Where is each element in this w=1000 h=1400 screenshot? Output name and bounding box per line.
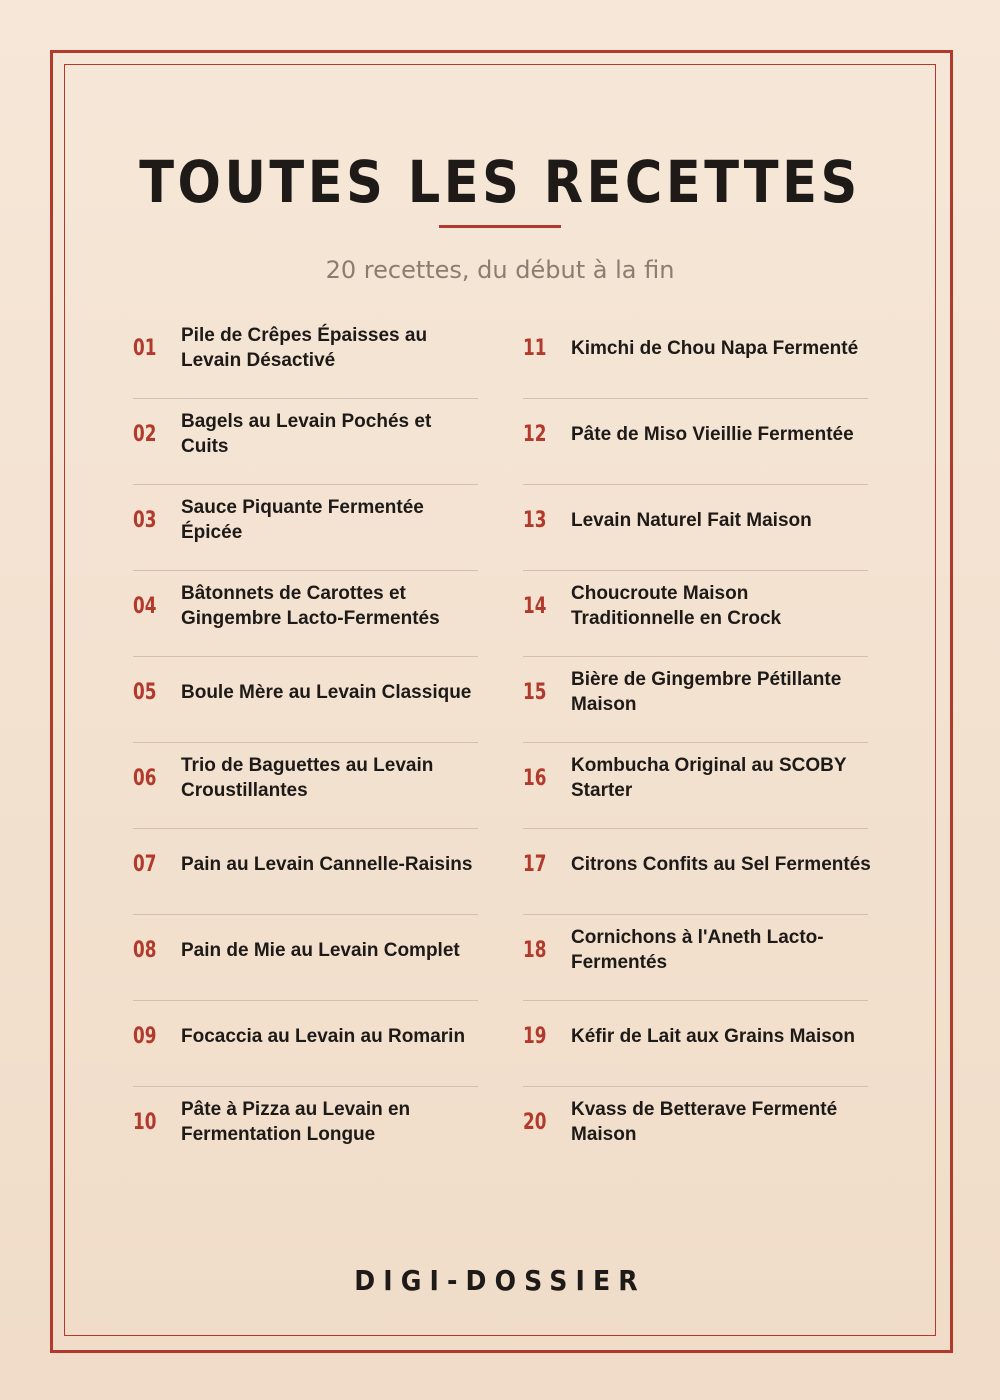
recipe-name: Kimchi de Chou Napa Fermenté — [571, 337, 859, 359]
recipe-name: Bâtonnets de Carottes et Gingembre Lacto-Fermentés — [181, 583, 440, 629]
recipe-name: Choucroute Maison Traditionnelle en Crock — [571, 583, 782, 629]
recipe-item — [523, 656, 868, 742]
recipe-item — [133, 1086, 478, 1172]
recipe-item — [523, 312, 868, 398]
recipe-name: Levain Naturel Fait Maison — [571, 509, 812, 531]
recipe-item — [133, 742, 478, 828]
recipe-number: 09 — [133, 1024, 157, 1049]
recipe-name: Bagels au Levain Pochés et Cuits — [181, 411, 432, 457]
recipe-name: Pâte à Pizza au Levain en Fermentation Longue — [181, 1099, 411, 1145]
recipe-name: Pain au Levain Cannelle-Raisins — [181, 853, 473, 875]
recipe-name: Focaccia au Levain au Romarin — [181, 1025, 466, 1047]
title-underline — [439, 225, 561, 228]
recipe-name: Cornichons à l'Aneth Lacto-Fermentés — [571, 927, 824, 973]
recipe-number: 05 — [133, 680, 157, 705]
recipe-item — [133, 914, 478, 1000]
recipe-item — [523, 484, 868, 570]
recipe-number: 11 — [523, 336, 547, 361]
recipe-name: Bière de Gingembre Pétillante Maison — [571, 669, 842, 715]
recipe-number: 14 — [523, 594, 547, 619]
recipe-name: Sauce Piquante Fermentée Épicée — [181, 497, 424, 543]
recipe-item — [133, 570, 478, 656]
recipe-number: 17 — [523, 852, 547, 877]
recipe-item — [133, 398, 478, 484]
recipe-name: Kvass de Betterave Fermenté Maison — [571, 1099, 838, 1145]
recipe-list-right — [523, 312, 871, 1172]
recipe-name: Pile de Crêpes Épaisses au Levain Désactivé — [181, 325, 428, 371]
recipe-number: 02 — [133, 422, 157, 447]
recipe-item — [523, 398, 868, 484]
recipe-number: 07 — [133, 852, 157, 877]
recipe-name: Boule Mère au Levain Classique — [181, 681, 472, 703]
recipe-item — [523, 914, 868, 1000]
recipe-item — [133, 656, 478, 742]
recipe-list-left — [133, 312, 478, 1172]
recipe-item — [133, 312, 478, 398]
recipe-name: Kombucha Original au SCOBY Starter — [571, 755, 847, 801]
recipe-number: 03 — [133, 508, 157, 533]
recipe-number: 01 — [133, 336, 157, 361]
brand-footer: DIGI-DOSSIER — [354, 1264, 646, 1297]
recipe-name: Citrons Confits au Sel Fermentés — [571, 853, 871, 875]
recipe-item — [523, 1086, 868, 1172]
recipe-item — [523, 1000, 868, 1086]
recipe-number: 20 — [523, 1110, 547, 1135]
recipe-number: 10 — [133, 1110, 157, 1135]
recipe-number: 19 — [523, 1024, 547, 1049]
recipe-item — [523, 828, 871, 914]
recipe-number: 16 — [523, 766, 547, 791]
page-title: TOUTES LES RECETTES — [139, 148, 861, 216]
recipe-number: 15 — [523, 680, 547, 705]
recipe-number: 13 — [523, 508, 547, 533]
recipe-item — [133, 828, 478, 914]
recipe-item — [133, 484, 478, 570]
recipe-item — [523, 742, 868, 828]
recipe-name: Trio de Baguettes au Levain Croustillantes — [181, 755, 434, 801]
recipe-number: 18 — [523, 938, 547, 963]
recipe-number: 08 — [133, 938, 157, 963]
recipe-number: 04 — [133, 594, 157, 619]
recipe-number: 12 — [523, 422, 547, 447]
recipe-name: Kéfir de Lait aux Grains Maison — [571, 1025, 856, 1047]
recipe-number: 06 — [133, 766, 157, 791]
recipe-name: Pain de Mie au Levain Complet — [181, 939, 460, 961]
page-subtitle: 20 recettes, du début à la fin — [325, 256, 675, 284]
recipe-item — [133, 1000, 478, 1086]
recipe-item — [523, 570, 868, 656]
recipe-name: Pâte de Miso Vieillie Fermentée — [571, 423, 854, 445]
